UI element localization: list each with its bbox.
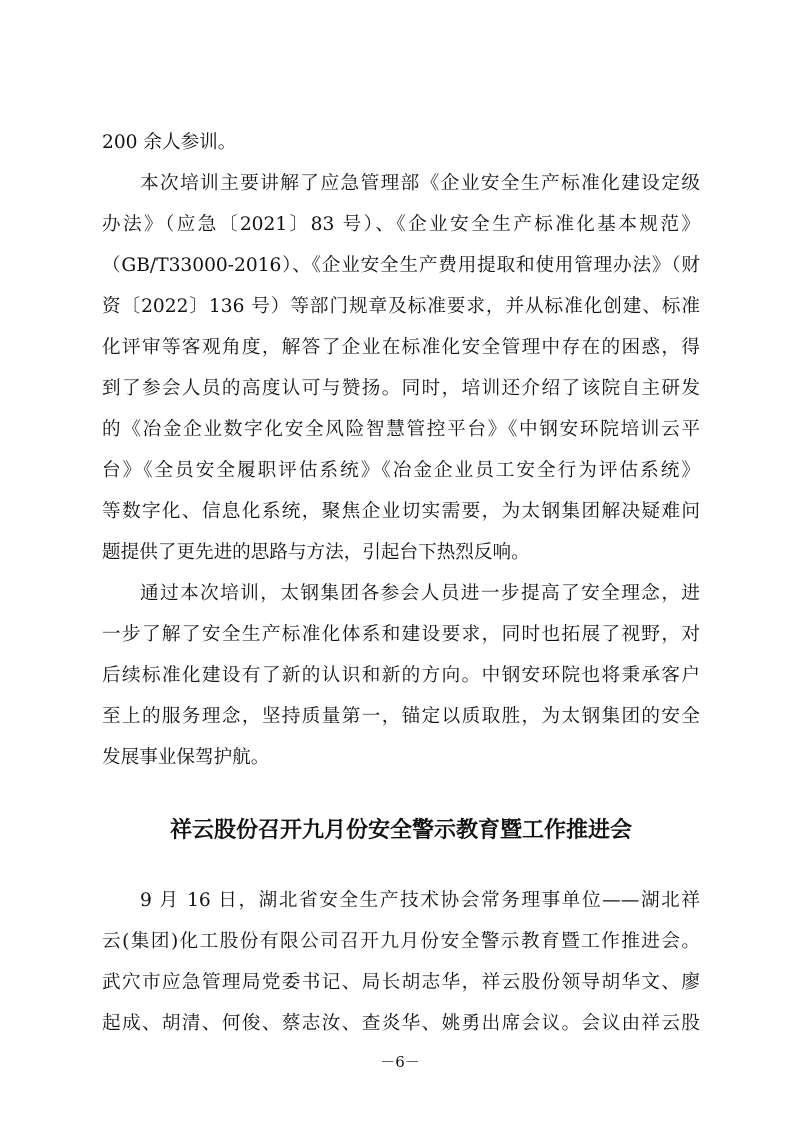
paragraph-line: （GB/T33000-2016）、《企业安全生产费用提取和使用管理办法》（财 <box>102 255 700 276</box>
paragraph-line: 台》《全员安全履职评估系统》《冶金企业员工安全行为评估系统》 <box>102 460 700 481</box>
page-number: －6－ <box>380 1053 420 1071</box>
paragraph-line: 9 月 16 日，湖北省安全生产技术协会常务理事单位——湖北祥 <box>140 890 700 911</box>
paragraph-line: 至上的服务理念，坚持质量第一，锚定以质取胜，为太钢集团的安全 <box>102 706 700 727</box>
paragraph-line: 武穴市应急管理局党委书记、局长胡志华，祥云股份领导胡华文、廖 <box>102 972 700 993</box>
paragraph-line: 本次培训主要讲解了应急管理部《企业安全生产标准化建设定级 <box>140 173 700 194</box>
paragraph-line: 等数字化、信息化系统，聚焦企业切实需要，为太钢集团解决疑难问 <box>102 501 700 522</box>
paragraph-line: 题提供了更先进的思路与方法，引起台下热烈反响。 <box>102 542 530 563</box>
section-title: 祥云股份召开九月份安全警示教育暨工作推进会 <box>169 818 632 843</box>
paragraph-line: 资〔2022〕136 号）等部门规章及标准要求，并从标准化创建、标准 <box>102 296 700 317</box>
paragraph-line: 通过本次培训，太钢集团各参会人员进一步提高了安全理念，进 <box>140 583 700 604</box>
paragraph-line: 到了参会人员的高度认可与赞扬。同时，培训还介绍了该院自主研发 <box>102 378 700 399</box>
paragraph-line: 起成、胡清、何俊、蔡志汝、查炎华、姚勇出席会议。会议由祥云股 <box>102 1013 700 1034</box>
paragraph-line: 后续标准化建设有了新的认识和新的方向。中钢安环院也将秉承客户 <box>102 665 700 686</box>
paragraph-line: 发展事业保驾护航。 <box>102 747 270 768</box>
paragraph-line: 200 余人参训。 <box>102 132 237 153</box>
paragraph-line: 化评审等客观角度，解答了企业在标准化安全管理中存在的困惑，得 <box>102 337 700 358</box>
paragraph-line: 云(集团)化工股份有限公司召开九月份安全警示教育暨工作推进会。 <box>102 931 700 952</box>
paragraph-line: 一步了解了安全生产标准化体系和建设要求，同时也拓展了视野，对 <box>102 624 700 645</box>
paragraph-line: 的《冶金企业数字化安全风险智慧管控平台》《中钢安环院培训云平 <box>102 419 700 440</box>
paragraph-line: 办法》（应急〔2021〕83 号）、《企业安全生产标准化基本规范》 <box>102 214 700 235</box>
